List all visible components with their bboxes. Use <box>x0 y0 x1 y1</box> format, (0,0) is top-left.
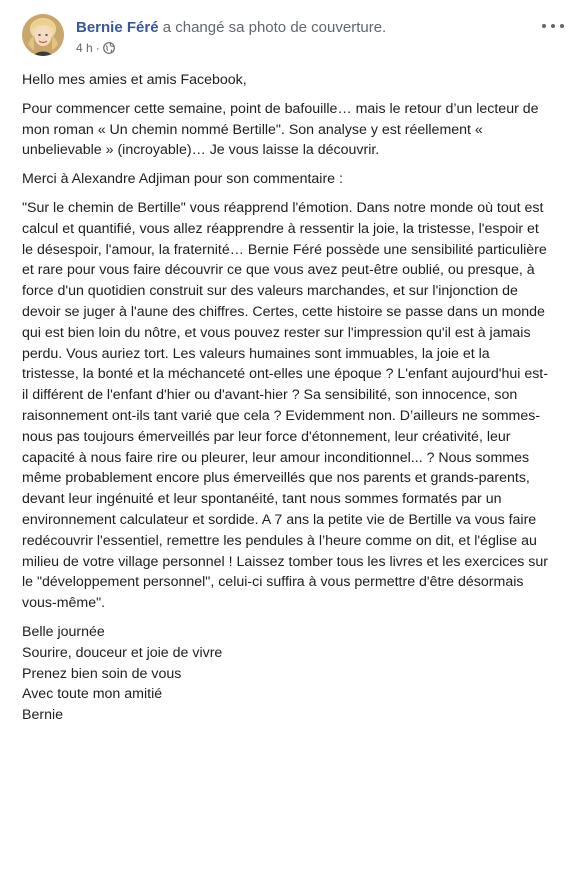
closing-line: Belle journée <box>22 623 105 640</box>
closing-line: Sourire, douceur et joie de vivre <box>22 644 223 661</box>
post-action-text: a changé sa photo de couverture. <box>162 19 387 36</box>
post-intro: Pour commencer cette semaine, point de bafouille… mais le retour d’un lecteur de mon roman « Un chemin nommé Bertille". Son analyse y est réellement « unbelievable » (incroyable)… Je vous laisse la découvrir. <box>22 100 539 159</box>
post-review-quote: "Sur le chemin de Bertille" vous réapprend l'émotion. Dans notre monde où tout est calcul et quantifié, vous allez réapprendre à ressentir la joie, la tristesse, l'espoir et le désespoir, l'amour, la fraternité… Bernie Féré possède une sensibilité particulière et rare pour vous faire découvrir ce que vous avez peut-être oublié, ou presque, à force d'un quotidien construit sur des valeurs marchandes, et sur l'injonction de devoir se juger à l'aune des chiffres. Certes, cette histoire se passe dans un monde qui est bien loin du nôtre, et vous pouvez rester sur l'impression qu'il est à jamais perdu. Vous auriez tort. Les valeurs humaines sont immuables, la joie et la tristesse, la bonté et la méchanceté ont-elles une époque ? L'enfant aujourd'hui est-il différent de l'enfant d'hier ou d'avant-hier ? Sa sensibilité, son innocence, son raisonnement ont-ils tant varié que cela ? Evidemment non. D’ailleurs ne sommes-nous pas toujours émerveillés par leur force d'étonnement, leur créativité, leur capacité à nous faire rire ou pleurer, leur amour inconditionnel... ? Nous sommes même probablement encore plus émerveillés que nos parents et grands-parents, devant leur ingénuité et leur spontanéité, tant nous sommes formatés par un environnement calculateur et sordide. A 7 ans la petite vie de Bertille va vous faire redécouvrir l'essentiel, remettre les pendules à l’heure comme on dit, et l'église au milieu de votre village personnel ! Laissez tomber tous les livres et les exercices sur le "développement personnel", celui-ci suffira à vous permettre d'être désormais vous-même". <box>22 199 548 612</box>
post-meta <box>76 40 115 56</box>
post-greeting: Hello mes amies et amis Facebook, <box>22 72 247 88</box>
author-name-link[interactable]: Bernie Féré <box>76 19 159 36</box>
closing-line: Prenez bien soin de vous <box>22 665 182 682</box>
more-dot <box>560 24 564 28</box>
avatar-portrait-icon <box>22 14 64 56</box>
globe-icon[interactable] <box>103 42 115 54</box>
more-dot <box>542 24 546 28</box>
author-line <box>76 18 386 37</box>
closing-signature: Bernie <box>22 707 64 724</box>
meta-separator: · <box>95 41 100 55</box>
more-options-icon[interactable] <box>542 18 564 34</box>
author-avatar[interactable] <box>22 14 64 56</box>
post-thanks: Merci à Alexandre Adjiman pour son commentaire : <box>22 171 343 188</box>
post-body <box>22 70 550 726</box>
more-dot <box>551 24 555 28</box>
post-header <box>22 13 568 59</box>
post-closing <box>22 622 550 726</box>
closing-line: Avec toute mon amitié <box>22 686 163 703</box>
post-timestamp[interactable]: 4 h <box>76 41 93 55</box>
